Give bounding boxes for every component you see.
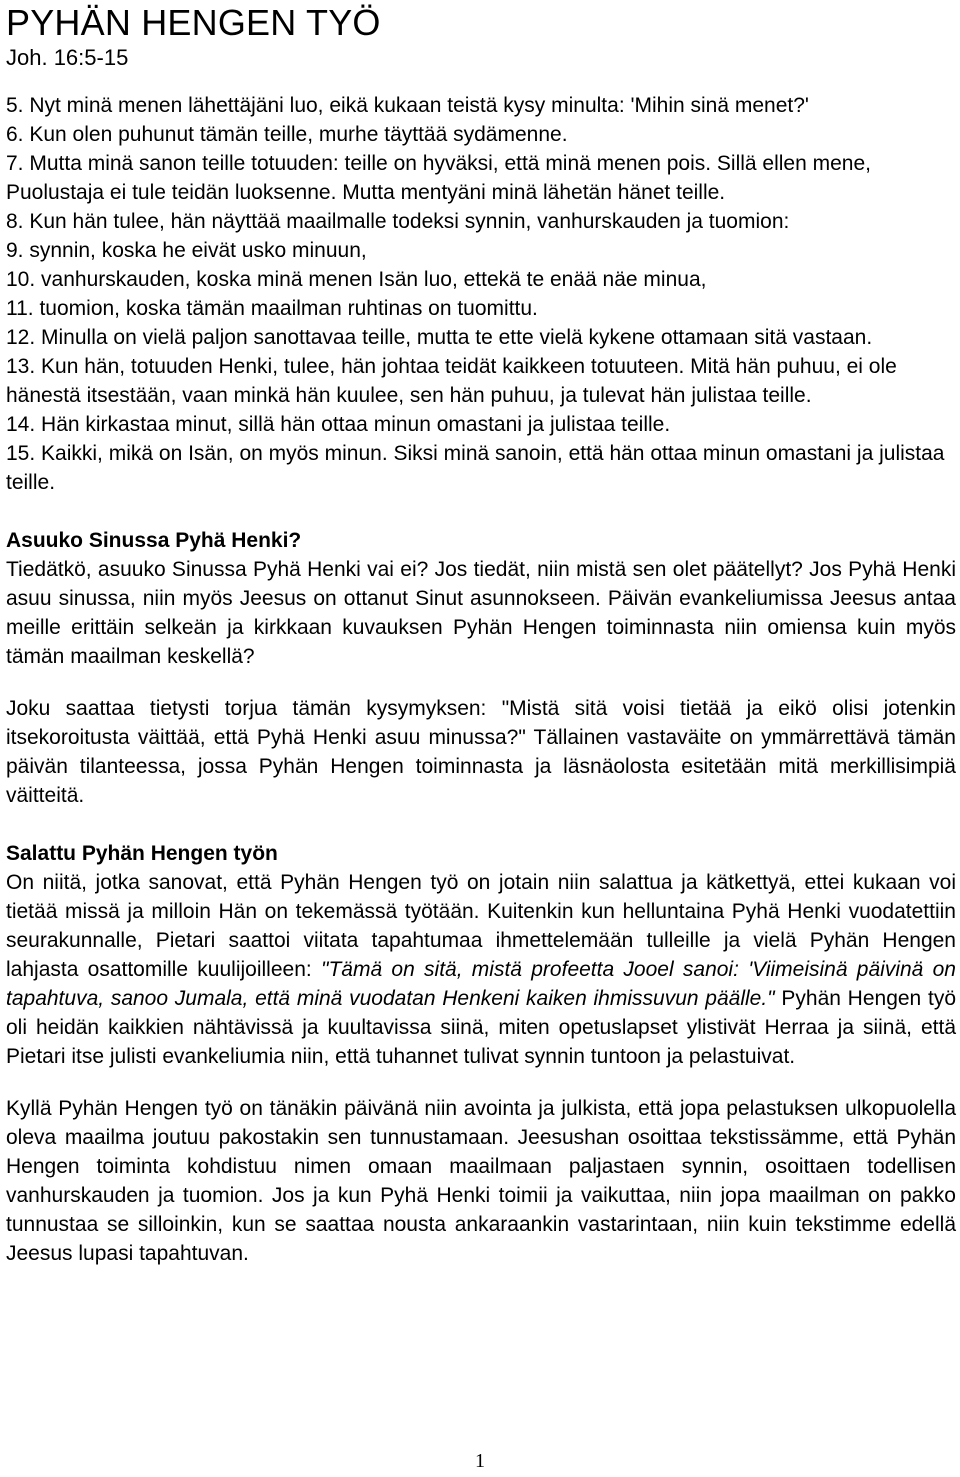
- verse-12: 12. Minulla on vielä paljon sanottavaa teille, mutta te ette vielä kykene ottamaan sitä vastaan.: [6, 326, 873, 349]
- spacer: [6, 810, 956, 839]
- paragraph-text: Pyhän Hengen työ oli heidän kaikkien nähtävissä ja kuultavissa siinä, miten opetuslapset ylistivät Herraa ja siinä, että Pietari itse julisti evankeliumia niin, että tuhannet tulivat synnin tuntoon ja pelastuivat.: [6, 987, 957, 1068]
- verse-8: 8. Kun hän tulee, hän näyttää maailmalle todeksi synnin, vanhurskauden ja tuomion:: [6, 210, 790, 233]
- scripture-passage: [6, 91, 956, 497]
- paragraph: Kyllä Pyhän Hengen työ on tänäkin päivänä niin avointa ja julkista, että jopa pelastuksen ulkopuolella oleva maailma joutuu pakostakin sen tunnustamaan. Jeesushan osoittaa tekstissämme, että Pyhän Hengen toiminta kohdistuu nimen omaan maailmaan paljastaen synnin, osoittaen todellisen vanhurskauden ja tuomion. Jos ja kun Pyhä Henki toimii ja vaikuttaa, niin jopa maailman on pakko tunnustaa se silloinkin, kun se saattaa nousta ankaraankin vastarintaan, niin kuin tekstimme edellä Jeesus lupasi tapahtuvan.: [6, 1097, 956, 1265]
- spacer: [6, 1071, 956, 1094]
- paragraph: Joku saattaa tietysti torjua tämän kysymyksen: "Mistä sitä voisi tietää ja eikö olisi jotenkin itsekoroitusta väittää, että Pyhä Henki asuu minussa?" Tällainen vastaväite on ymmärrettävä tämän päivän tilanteessa, jossa Pyhän Hengen toiminnasta ja läsnäolosta esitetään mitä merkillisimpiä väitteitä.: [6, 697, 956, 807]
- scripture-reference: Joh. 16:5-15: [6, 45, 129, 70]
- verse-5: 5. Nyt minä menen lähettäjäni luo, eikä kukaan teistä kysy minulta: 'Mihin sinä menet?': [6, 94, 809, 117]
- paragraph: Tiedätkö, asuuko Sinussa Pyhä Henki vai ei? Jos tiedät, niin mistä sen olet päätellyt? Jos Pyhä Henki asuu sinussa, niin myös Jeesus on ottanut Sinut asunnokseen. Päivän evankeliumissa Jeesus antaa meille erittäin selkeän ja kirkkaan kuvauksen Pyhän Hengen toiminnasta niin omiensa kuin myös tämän maailman keskellä?: [6, 558, 956, 668]
- verse-9: 9. synnin, koska he eivät usko minuun,: [6, 239, 367, 262]
- verse-14: 14. Hän kirkastaa minut, sillä hän ottaa minun omastani ja julistaa teille.: [6, 413, 671, 436]
- verse-10: 10. vanhurskauden, koska minä menen Isän luo, ettekä te enää näe minua,: [6, 268, 707, 291]
- spacer: [6, 497, 956, 526]
- paragraph-text: On niitä, jotka sanovat, että Pyhän Hengen työ on jotain niin salattua ja kätkettyä, ettei kukaan voi tietää missä ja milloin Hän on tekemässä työtään. Kuitenkin kun helluntaina Pyhä Henki vuodatettiin seurakunnalle, Pietari saattoi viitata tapahtumaa ihmettelemään tulleille ja vielä Pyhän Hengen lahjasta osattomille kuulijoilleen:: [6, 871, 956, 981]
- section-heading: Salattu Pyhän Hengen työn: [6, 842, 278, 865]
- section-salattu: [6, 839, 956, 1268]
- verse-7: 7. Mutta minä sanon teille totuuden: teille on hyväksi, että minä menen pois. Sillä ellen mene, Puolustaja ei tule teidän luoksenne. Mutta mentyäni minä lähetän hänet teille.: [6, 152, 871, 204]
- spacer: [6, 671, 956, 694]
- verse-11: 11. tuomion, koska tämän maailman ruhtinas on tuomittu.: [6, 297, 538, 320]
- document-page: [6, 0, 956, 1268]
- section-asuuko: [6, 526, 956, 810]
- section-heading: Asuuko Sinussa Pyhä Henki?: [6, 529, 302, 552]
- verse-15: 15. Kaikki, mikä on Isän, on myös minun. Siksi minä sanoin, että hän ottaa minun omastani ja julistaa teille.: [6, 442, 945, 494]
- paragraph: [6, 868, 956, 1071]
- page-number: 1: [475, 1450, 485, 1472]
- verse-6: 6. Kun olen puhunut tämän teille, murhe täyttää sydämenne.: [6, 123, 568, 146]
- document-title: PYHÄN HENGEN TYÖ: [6, 2, 381, 43]
- verse-13: 13. Kun hän, totuuden Henki, tulee, hän johtaa teidät kaikkeen totuuteen. Mitä hän puhuu, ei ole hänestä itsestään, vaan minkä hän kuulee, sen hän puhuu, ja tulevat hän julistaa teille.: [6, 355, 897, 407]
- quote-text: "Tämä on sitä, mistä profeetta Jooel sanoi: 'Viimeisinä päivinä on tapahtuva, sanoo Jumala, että minä vuodatan Henkeni kaiken ihmissuvun päälle.": [6, 958, 956, 1010]
